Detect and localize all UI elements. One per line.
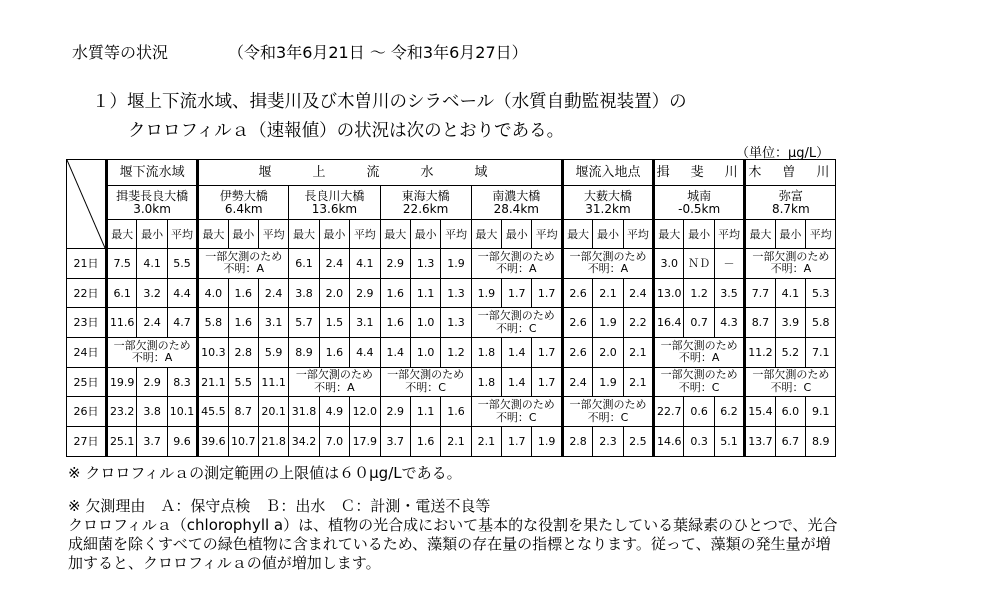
site-distance: -0.5km: [678, 201, 721, 216]
table-row: [67, 367, 836, 397]
stat-header: 平均: [806, 220, 836, 249]
value-cell: 1.6: [319, 338, 349, 368]
site-name: 長良川大橋: [304, 188, 365, 203]
missing-reason: 不明：A: [223, 262, 265, 276]
value-cell: 2.4: [623, 278, 653, 308]
value-cell: 6.2: [714, 397, 744, 427]
intro-line-1: １）堰上下流水域、揖斐川及び木曽川のシラベール（水質自動監視装置）の: [92, 92, 687, 112]
missing-reason: 不明：A: [678, 351, 720, 365]
missing-cell: [562, 249, 653, 279]
value-cell: 5.8: [198, 308, 228, 338]
missing-prefix: 一部欠測のため: [477, 398, 555, 412]
stat-header: 最大: [745, 220, 775, 249]
value-cell: 6.1: [289, 249, 319, 279]
value-cell: 1.9: [593, 308, 623, 338]
value-cell: 2.0: [593, 338, 623, 368]
value-cell: 0.7: [684, 308, 714, 338]
site-name: 伊勢大橋: [219, 188, 268, 203]
value-cell: 2.8: [562, 427, 592, 457]
value-cell: 45.5: [198, 397, 228, 427]
value-cell: 1.6: [228, 308, 258, 338]
value-cell: 5.3: [806, 278, 836, 308]
missing-cell: [745, 367, 836, 397]
value-cell: 2.6: [562, 308, 592, 338]
missing-cell: [198, 249, 289, 279]
value-cell: 8.3: [167, 367, 197, 397]
missing-reason: 不明：A: [587, 262, 629, 276]
value-cell: 3.2: [137, 278, 167, 308]
value-cell: 3.5: [714, 278, 744, 308]
value-cell: 1.6: [380, 308, 410, 338]
missing-cell: [289, 367, 380, 397]
value-cell: 4.3: [714, 308, 744, 338]
value-cell: 25.1: [107, 427, 137, 457]
value-cell: 4.9: [319, 397, 349, 427]
value-cell: 6.0: [775, 397, 805, 427]
value-cell: 31.8: [289, 397, 319, 427]
stat-header: 最小: [775, 220, 805, 249]
value-cell: 1.7: [532, 278, 562, 308]
site-header: [198, 186, 289, 220]
value-cell: 2.9: [350, 278, 380, 308]
site-distance: 13.6km: [311, 201, 358, 216]
day-label: 21日: [67, 249, 107, 279]
value-cell: 1.4: [502, 338, 532, 368]
description: クロロフィルａ（chlorophyll a）は、植物の光合成において基本的な役割を果たしている葉緑素のひとつで、光合成細菌を除くすべての緑色植物に含まれているため、藻類の存在量の指標となります。従って、藻類の発生量が増加すると、クロロフィルａの値が増加します。: [68, 516, 838, 572]
missing-cell: [654, 367, 745, 397]
value-cell: 7.5: [107, 249, 137, 279]
missing-cell: [745, 249, 836, 279]
header: [72, 40, 528, 63]
value-cell: 3.7: [380, 427, 410, 457]
value-cell: 2.9: [137, 367, 167, 397]
value-cell: 4.1: [350, 249, 380, 279]
site-header: [289, 186, 380, 220]
table-row: [67, 278, 836, 308]
value-cell: 15.4: [745, 397, 775, 427]
value-cell: 3.1: [350, 308, 380, 338]
value-cell: 8.7: [745, 308, 775, 338]
value-cell: 8.9: [289, 338, 319, 368]
value-cell: 16.4: [654, 308, 684, 338]
missing-prefix: 一部欠測のため: [113, 338, 191, 352]
value-cell: 19.9: [107, 367, 137, 397]
site-header: [745, 186, 836, 220]
value-cell: 1.8: [471, 367, 501, 397]
value-cell: 3.8: [289, 278, 319, 308]
missing-cell: [654, 338, 745, 368]
stat-header: 最大: [380, 220, 410, 249]
value-cell: 2.4: [137, 308, 167, 338]
value-cell: 2.9: [380, 397, 410, 427]
value-cell: 22.7: [654, 397, 684, 427]
missing-cell: [380, 367, 471, 397]
chlorophyll-table: [66, 159, 836, 457]
value-cell: 0.3: [684, 427, 714, 457]
value-cell: 2.5: [623, 427, 653, 457]
value-cell: 8.9: [806, 427, 836, 457]
value-cell: 5.5: [167, 249, 197, 279]
stat-header: 最小: [228, 220, 258, 249]
day-label: 26日: [67, 397, 107, 427]
site-name: 大薮大橋: [583, 188, 632, 203]
value-cell: 2.6: [562, 278, 592, 308]
stat-header: 最大: [471, 220, 501, 249]
stat-header: 最大: [654, 220, 684, 249]
missing-cell: [107, 338, 198, 368]
table-row: [67, 338, 836, 368]
missing-cell: [562, 397, 653, 427]
missing-prefix: 一部欠測のため: [477, 309, 555, 323]
site-name: 揖斐長良大橋: [116, 188, 189, 203]
missing-reason: 不明：C: [587, 410, 629, 424]
missing-prefix: 一部欠測のため: [569, 249, 647, 263]
value-cell: 1.6: [380, 278, 410, 308]
day-label: 24日: [67, 338, 107, 368]
value-cell: 2.1: [593, 278, 623, 308]
value-cell: 11.6: [107, 308, 137, 338]
stat-header: 最小: [410, 220, 440, 249]
area-header-upstream: 堰 上 流 水 域: [198, 160, 563, 186]
value-cell: 1.9: [593, 367, 623, 397]
value-cell: 23.2: [107, 397, 137, 427]
value-cell: 4.7: [167, 308, 197, 338]
value-cell: 2.0: [319, 278, 349, 308]
value-cell: 5.5: [228, 367, 258, 397]
corner-cell: [67, 160, 107, 249]
value-cell: 0.6: [684, 397, 714, 427]
missing-reason: 不明：A: [314, 381, 355, 395]
missing-prefix: 一部欠測のため: [660, 338, 738, 352]
value-cell: 21.8: [258, 427, 288, 457]
site-name: 東海大橋: [401, 188, 450, 203]
site-header: [107, 186, 198, 220]
value-cell: 1.6: [410, 427, 440, 457]
intro-line-2: クロロフィルａ（速報値）の状況は次のとおりである。: [128, 121, 565, 141]
value-cell: 10.7: [228, 427, 258, 457]
value-cell: 17.9: [350, 427, 380, 457]
site-name: 弥富: [778, 188, 803, 203]
stat-header: 平均: [441, 220, 471, 249]
missing-cell: [471, 308, 562, 338]
value-cell: 1.0: [410, 308, 440, 338]
period-text: （令和3年6月21日 ～ 令和3年6月27日）: [228, 43, 528, 62]
missing-reason: 不明：C: [770, 381, 812, 395]
missing-prefix: 一部欠測のため: [387, 368, 465, 382]
area-header-downstream: 堰下流水域: [107, 160, 198, 186]
value-cell: 21.1: [198, 367, 228, 397]
missing-prefix: 一部欠測のため: [752, 249, 830, 263]
missing-prefix: 一部欠測のため: [295, 368, 373, 382]
value-cell: 2.1: [441, 427, 471, 457]
value-cell: 2.4: [258, 278, 288, 308]
value-cell: 8.7: [228, 397, 258, 427]
missing-reason: 不明：A: [131, 351, 173, 365]
value-cell: 1.9: [532, 427, 562, 457]
value-cell: 2.8: [228, 338, 258, 368]
stat-header: 最小: [684, 220, 714, 249]
table-row: [67, 308, 836, 338]
site-distance: 8.7km: [771, 201, 810, 216]
site-distance: 22.6km: [402, 201, 449, 216]
missing-reason: 不明：C: [678, 381, 720, 395]
value-cell: 4.1: [775, 278, 805, 308]
value-cell: 2.4: [562, 367, 592, 397]
unit-label: （単位：μg/L）: [736, 146, 830, 161]
day-label: 25日: [67, 367, 107, 397]
value-cell: 13.7: [745, 427, 775, 457]
stat-header: 平均: [714, 220, 744, 249]
note-limit: ※ クロロフィルａの測定範囲の上限値は６０μg/Lである。: [68, 464, 462, 482]
value-cell: 1.7: [532, 367, 562, 397]
stat-header: 最大: [289, 220, 319, 249]
value-cell: 3.1: [258, 308, 288, 338]
table-row: [67, 427, 836, 457]
value-cell: 5.9: [258, 338, 288, 368]
value-cell: 3.9: [775, 308, 805, 338]
value-cell: 1.6: [228, 278, 258, 308]
value-cell: 4.4: [167, 278, 197, 308]
value-cell: 1.4: [380, 338, 410, 368]
value-cell: 3.8: [137, 397, 167, 427]
missing-cell: [471, 397, 562, 427]
value-cell: 3.0: [654, 249, 684, 279]
stat-header: 最大: [107, 220, 137, 249]
site-distance: 3.0km: [133, 201, 171, 216]
note-reasons: ※ 欠測理由 Ａ：保守点検 Ｂ：出水 Ｃ：計測・電送不良等: [68, 497, 491, 515]
stat-header: 最小: [319, 220, 349, 249]
value-cell: 7.1: [806, 338, 836, 368]
value-cell: 1.3: [441, 308, 471, 338]
value-cell: 6.1: [107, 278, 137, 308]
value-cell: 10.1: [167, 397, 197, 427]
value-cell: 1.1: [410, 278, 440, 308]
value-cell: 5.8: [806, 308, 836, 338]
stat-header: 平均: [350, 220, 380, 249]
value-cell: 7.0: [319, 427, 349, 457]
missing-reason: 不明：C: [495, 410, 537, 424]
value-cell: 13.0: [654, 278, 684, 308]
stat-header: 平均: [532, 220, 562, 249]
day-label: 27日: [67, 427, 107, 457]
value-cell: 1.4: [502, 367, 532, 397]
value-cell: 11.1: [258, 367, 288, 397]
value-cell: 6.7: [775, 427, 805, 457]
value-cell: 4.4: [350, 338, 380, 368]
site-distance: 28.4km: [493, 201, 539, 216]
value-cell: 1.9: [471, 278, 501, 308]
value-cell: 2.2: [623, 308, 653, 338]
missing-prefix: 一部欠測のため: [205, 249, 283, 263]
value-cell: 4.0: [198, 278, 228, 308]
table-row: [67, 249, 836, 279]
value-cell: 3.7: [137, 427, 167, 457]
value-cell: 1.2: [441, 338, 471, 368]
missing-cell: [471, 249, 562, 279]
value-cell: 1.8: [471, 338, 501, 368]
area-header-inflow: 堰流入地点: [562, 160, 653, 186]
table-row: [67, 397, 836, 427]
value-cell: 2.4: [319, 249, 349, 279]
value-cell: 9.1: [806, 397, 836, 427]
value-cell: 2.6: [562, 338, 592, 368]
value-cell: 2.1: [623, 338, 653, 368]
site-header: [654, 186, 745, 220]
value-cell: 1.3: [441, 278, 471, 308]
value-cell: 1.7: [502, 278, 532, 308]
day-label: 22日: [67, 278, 107, 308]
value-cell: 1.1: [410, 397, 440, 427]
missing-prefix: 一部欠測のため: [477, 249, 555, 263]
stat-header: 最小: [502, 220, 532, 249]
value-cell: 1.9: [441, 249, 471, 279]
value-cell: 2.1: [471, 427, 501, 457]
missing-reason: 不明：C: [405, 381, 446, 395]
value-cell: ＮＤ: [684, 249, 714, 279]
value-cell: 5.1: [714, 427, 744, 457]
value-cell: 12.0: [350, 397, 380, 427]
stat-header: 最小: [137, 220, 167, 249]
value-cell: 10.3: [198, 338, 228, 368]
stat-header: 平均: [623, 220, 653, 249]
value-cell: 5.7: [289, 308, 319, 338]
value-cell: －: [714, 249, 744, 279]
stat-header: 平均: [167, 220, 197, 249]
value-cell: 1.7: [502, 427, 532, 457]
stat-header: 最小: [593, 220, 623, 249]
value-cell: 2.3: [593, 427, 623, 457]
missing-reason: 不明：C: [495, 321, 537, 335]
missing-reason: 不明：A: [770, 262, 812, 276]
value-cell: 1.0: [410, 338, 440, 368]
site-name: 城南: [687, 188, 712, 203]
site-distance: 6.4km: [224, 201, 263, 216]
value-cell: 4.1: [137, 249, 167, 279]
value-cell: 5.2: [775, 338, 805, 368]
value-cell: 2.1: [623, 367, 653, 397]
missing-prefix: 一部欠測のため: [752, 368, 830, 382]
site-header: [380, 186, 471, 220]
missing-prefix: 一部欠測のため: [569, 398, 647, 412]
area-header-ibi: 揖 斐 川: [654, 160, 745, 186]
value-cell: 34.2: [289, 427, 319, 457]
value-cell: 20.1: [258, 397, 288, 427]
missing-reason: 不明：A: [496, 262, 537, 276]
value-cell: 1.7: [532, 338, 562, 368]
value-cell: 9.6: [167, 427, 197, 457]
missing-prefix: 一部欠測のため: [660, 368, 738, 382]
value-cell: 2.9: [380, 249, 410, 279]
stat-header: 最大: [562, 220, 592, 249]
page-title: 水質等の状況: [72, 43, 169, 62]
value-cell: 1.3: [410, 249, 440, 279]
day-label: 23日: [67, 308, 107, 338]
site-distance: 31.2km: [585, 201, 631, 216]
value-cell: 39.6: [198, 427, 228, 457]
site-header: [471, 186, 562, 220]
site-name: 南濃大橋: [492, 188, 541, 203]
value-cell: 7.7: [745, 278, 775, 308]
area-header-kiso: 木 曽 川: [745, 160, 836, 186]
value-cell: 1.5: [319, 308, 349, 338]
stat-header: 最大: [198, 220, 228, 249]
site-header: [562, 186, 653, 220]
value-cell: 1.6: [441, 397, 471, 427]
stat-header: 平均: [258, 220, 288, 249]
value-cell: 11.2: [745, 338, 775, 368]
value-cell: 1.2: [684, 278, 714, 308]
value-cell: 14.6: [654, 427, 684, 457]
